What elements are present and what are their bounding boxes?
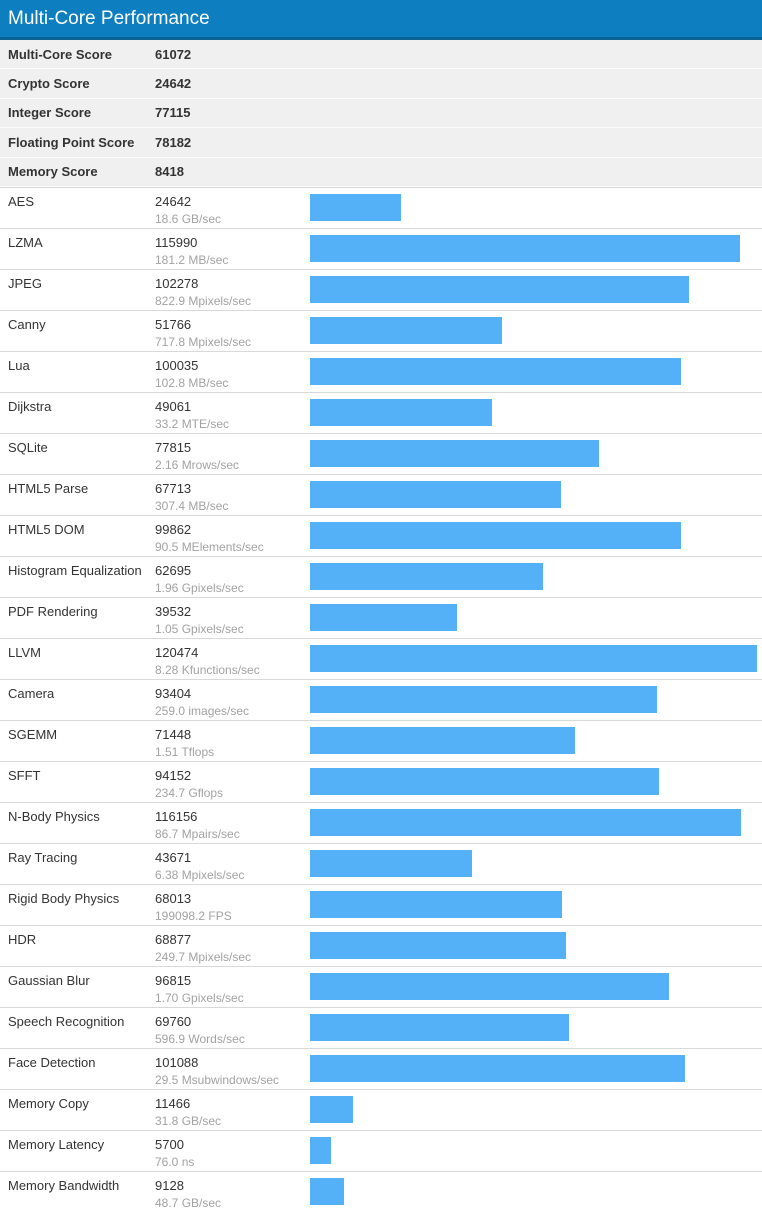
benchmark-bar-track [310,1178,757,1205]
section-title: Multi-Core Performance [8,8,210,29]
benchmark-name: Ray Tracing [8,849,78,865]
summary-value: 8418 [155,164,184,180]
benchmark-rate: 1.05 Gpixels/sec [155,621,244,636]
benchmark-bar [310,1137,331,1164]
benchmark-name: Speech Recognition [8,1013,125,1029]
benchmark-bar [310,932,566,959]
benchmark-bar-track [310,1014,757,1041]
benchmark-bar-track [310,932,757,959]
benchmark-bar [310,973,669,1000]
benchmark-bar [310,686,657,713]
benchmark-score-cell [155,680,310,719]
benchmark-score: 62695 [155,562,192,578]
benchmark-bar-track [310,645,757,672]
benchmark-row [0,1048,762,1089]
benchmark-row [0,1007,762,1048]
benchmark-bar [310,235,740,262]
benchmark-bar-track [310,1096,757,1123]
benchmark-score-cell [155,721,310,760]
benchmark-score-cell [155,639,310,678]
benchmark-score: 100035 [155,357,199,373]
benchmark-score-cell [155,475,310,514]
benchmark-rate: 86.7 Mpairs/sec [155,826,240,841]
summary-row [0,69,762,98]
benchmark-score: 94152 [155,767,192,783]
benchmark-rate: 76.0 ns [155,1154,195,1169]
benchmark-score: 96815 [155,972,192,988]
benchmark-row [0,1171,762,1212]
benchmark-bar-track [310,768,757,795]
benchmark-row [0,269,762,310]
benchmark-rate: 29.5 Msubwindows/sec [155,1072,280,1087]
summary-row [0,158,762,187]
benchmark-bar-track [310,563,757,590]
benchmark-score-cell [155,803,310,842]
benchmark-score-cell [155,844,310,883]
benchmark-bar [310,1096,353,1123]
benchmark-row [0,720,762,761]
benchmark-bar-track [310,809,757,836]
benchmark-bar [310,1055,685,1082]
benchmark-bar-track [310,358,757,385]
summary-value: 77115 [155,105,191,121]
benchmark-row [0,556,762,597]
benchmark-score: 120474 [155,644,199,660]
benchmark-score-cell [155,967,310,1006]
benchmark-bar [310,317,502,344]
benchmark-bar-track [310,850,757,877]
benchmark-bar [310,891,562,918]
benchmark-rate: 234.7 Gflops [155,785,224,800]
benchmark-bar [310,1014,569,1041]
benchmark-name: HDR [8,931,37,947]
benchmark-name: Face Detection [8,1054,96,1070]
benchmark-row [0,392,762,433]
benchmark-bar [310,399,492,426]
benchmark-row [0,802,762,843]
benchmark-bar-track [310,973,757,1000]
benchmark-score: 99862 [155,521,192,537]
benchmark-rate: 31.8 GB/sec [155,1113,222,1128]
benchmark-score: 24642 [155,193,192,209]
benchmark-score: 101088 [155,1054,199,1070]
benchmark-row [0,433,762,474]
benchmark-name: N-Body Physics [8,808,100,824]
benchmark-bar-track [310,399,757,426]
benchmark-bar [310,727,575,754]
benchmark-name: Canny [8,316,46,332]
benchmark-bar-track [310,1055,757,1082]
benchmark-score: 102278 [155,275,199,291]
benchmark-rate: 199098.2 FPS [155,908,232,923]
benchmark-bar-track [310,604,757,631]
benchmark-row [0,1130,762,1171]
benchmark-row [0,925,762,966]
summary-label: Crypto Score [8,76,90,92]
benchmark-score: 115990 [155,234,198,250]
benchmark-score-cell [155,926,310,965]
benchmark-score-cell [155,352,310,391]
benchmark-score: 68013 [155,890,192,906]
summary-row [0,128,762,157]
benchmark-bar-track [310,440,757,467]
benchmark-score: 116156 [155,808,198,824]
benchmark-row [0,761,762,802]
benchmark-name: Dijkstra [8,398,52,414]
benchmark-score-cell [155,885,310,924]
benchmark-bar-track [310,194,757,221]
benchmark-score: 5700 [155,1136,184,1152]
benchmark-row [0,515,762,556]
benchmark-score-cell [155,188,310,227]
summary-label: Multi-Core Score [8,46,113,62]
benchmark-score: 68877 [155,931,192,947]
benchmark-rate: 1.70 Gpixels/sec [155,990,244,1005]
benchmark-score: 43671 [155,849,192,865]
benchmark-bar [310,1178,344,1205]
section-header [0,0,762,40]
benchmark-rate: 181.2 MB/sec [155,252,229,267]
benchmark-name: LLVM [8,644,41,660]
benchmark-score: 93404 [155,685,192,701]
benchmark-bar [310,276,689,303]
benchmark-name: AES [8,193,35,209]
benchmark-score: 69760 [155,1013,192,1029]
benchmark-score-cell [155,1131,310,1170]
benchmark-rate: 6.38 Mpixels/sec [155,867,245,882]
benchmark-score-cell [155,557,310,596]
benchmark-bar-track [310,235,757,262]
benchmark-score-cell [155,598,310,637]
benchmark-bar [310,358,681,385]
benchmark-name: Rigid Body Physics [8,890,120,906]
benchmark-name: Lua [8,357,30,373]
benchmark-bar [310,194,401,221]
benchmark-score: 39532 [155,603,192,619]
benchmark-score: 49061 [155,398,192,414]
benchmark-score-cell [155,434,310,473]
benchmark-score-cell [155,393,310,432]
benchmark-rate: 2.16 Mrows/sec [155,457,240,472]
benchmark-rate: 259.0 images/sec [155,703,250,718]
benchmark-rate: 717.8 Mpixels/sec [155,334,252,349]
benchmark-bar [310,440,599,467]
benchmark-name: Histogram Equalization [8,562,142,578]
benchmark-bar-track [310,891,757,918]
benchmark-score-cell [155,270,310,309]
benchmark-rate: 90.5 MElements/sec [155,539,264,554]
benchmark-bar-track [310,481,757,508]
benchmark-rate: 33.2 MTE/sec [155,416,230,431]
benchmark-row [0,638,762,679]
benchmark-name: SFFT [8,767,41,783]
summary-label: Floating Point Score [8,134,135,150]
benchmark-row [0,351,762,392]
benchmark-bar [310,809,741,836]
benchmark-rate: 307.4 MB/sec [155,498,229,513]
benchmark-row [0,187,762,228]
summary-value: 61072 [155,46,192,62]
benchmark-rate: 249.7 Mpixels/sec [155,949,252,964]
benchmark-bar [310,604,457,631]
benchmark-row [0,474,762,515]
benchmark-score: 67713 [155,480,192,496]
benchmark-row [0,679,762,720]
benchmark-bar-track [310,276,757,303]
benchmark-score-cell [155,311,310,350]
benchmark-rate: 48.7 GB/sec [155,1195,222,1210]
benchmark-rate: 18.6 GB/sec [155,211,222,226]
benchmark-score-cell [155,1049,310,1088]
benchmark-name: JPEG [8,275,42,291]
benchmark-name: SGEMM [8,726,58,742]
summary-label: Memory Score [8,164,98,180]
benchmark-bar [310,563,543,590]
benchmark-score: 71448 [155,726,192,742]
benchmark-bar [310,522,681,549]
benchmark-rate: 1.96 Gpixels/sec [155,580,244,595]
summary-value: 78182 [155,134,192,150]
benchmark-score: 77815 [155,439,192,455]
benchmark-name: Memory Bandwidth [8,1177,120,1193]
benchmark-score-cell [155,1172,310,1211]
benchmark-name: HTML5 DOM [8,521,85,537]
benchmark-table [0,187,762,1212]
benchmark-name: LZMA [8,234,43,250]
summary-row [0,40,762,69]
benchmark-name: Camera [8,685,55,701]
benchmark-bar [310,768,659,795]
benchmark-row [0,1089,762,1130]
benchmark-name: Gaussian Blur [8,972,90,988]
benchmark-score: 9128 [155,1177,184,1193]
benchmark-rate: 596.9 Words/sec [155,1031,245,1046]
benchmark-score-cell [155,1008,310,1047]
benchmark-rate: 102.8 MB/sec [155,375,229,390]
benchmark-bar-track [310,686,757,713]
summary-row [0,99,762,128]
summary-label: Integer Score [8,105,92,121]
benchmark-score-cell [155,1090,310,1129]
benchmark-score: 11466 [155,1095,191,1111]
benchmark-bar-track [310,522,757,549]
benchmark-rate: 822.9 Mpixels/sec [155,293,252,308]
benchmark-row [0,597,762,638]
benchmark-rate: 8.28 Kfunctions/sec [155,662,260,677]
summary-table [0,40,762,187]
benchmark-row [0,884,762,925]
benchmark-row [0,228,762,269]
benchmark-bar-track [310,1137,757,1164]
benchmark-name: HTML5 Parse [8,480,89,496]
benchmark-name: Memory Latency [8,1136,105,1152]
benchmark-score-cell [155,229,310,268]
summary-value: 24642 [155,76,192,92]
benchmark-row [0,310,762,351]
benchmark-row [0,966,762,1007]
benchmark-score-cell [155,762,310,801]
benchmark-bar [310,645,757,672]
benchmark-bar [310,481,561,508]
benchmark-score: 51766 [155,316,192,332]
benchmark-name: Memory Copy [8,1095,89,1111]
benchmark-bar-track [310,727,757,754]
benchmark-name: PDF Rendering [8,603,98,619]
benchmark-row [0,843,762,884]
benchmark-bar [310,850,472,877]
benchmark-bar-track [310,317,757,344]
benchmark-name: SQLite [8,439,48,455]
benchmark-rate: 1.51 Tflops [155,744,215,759]
benchmark-score-cell [155,516,310,555]
